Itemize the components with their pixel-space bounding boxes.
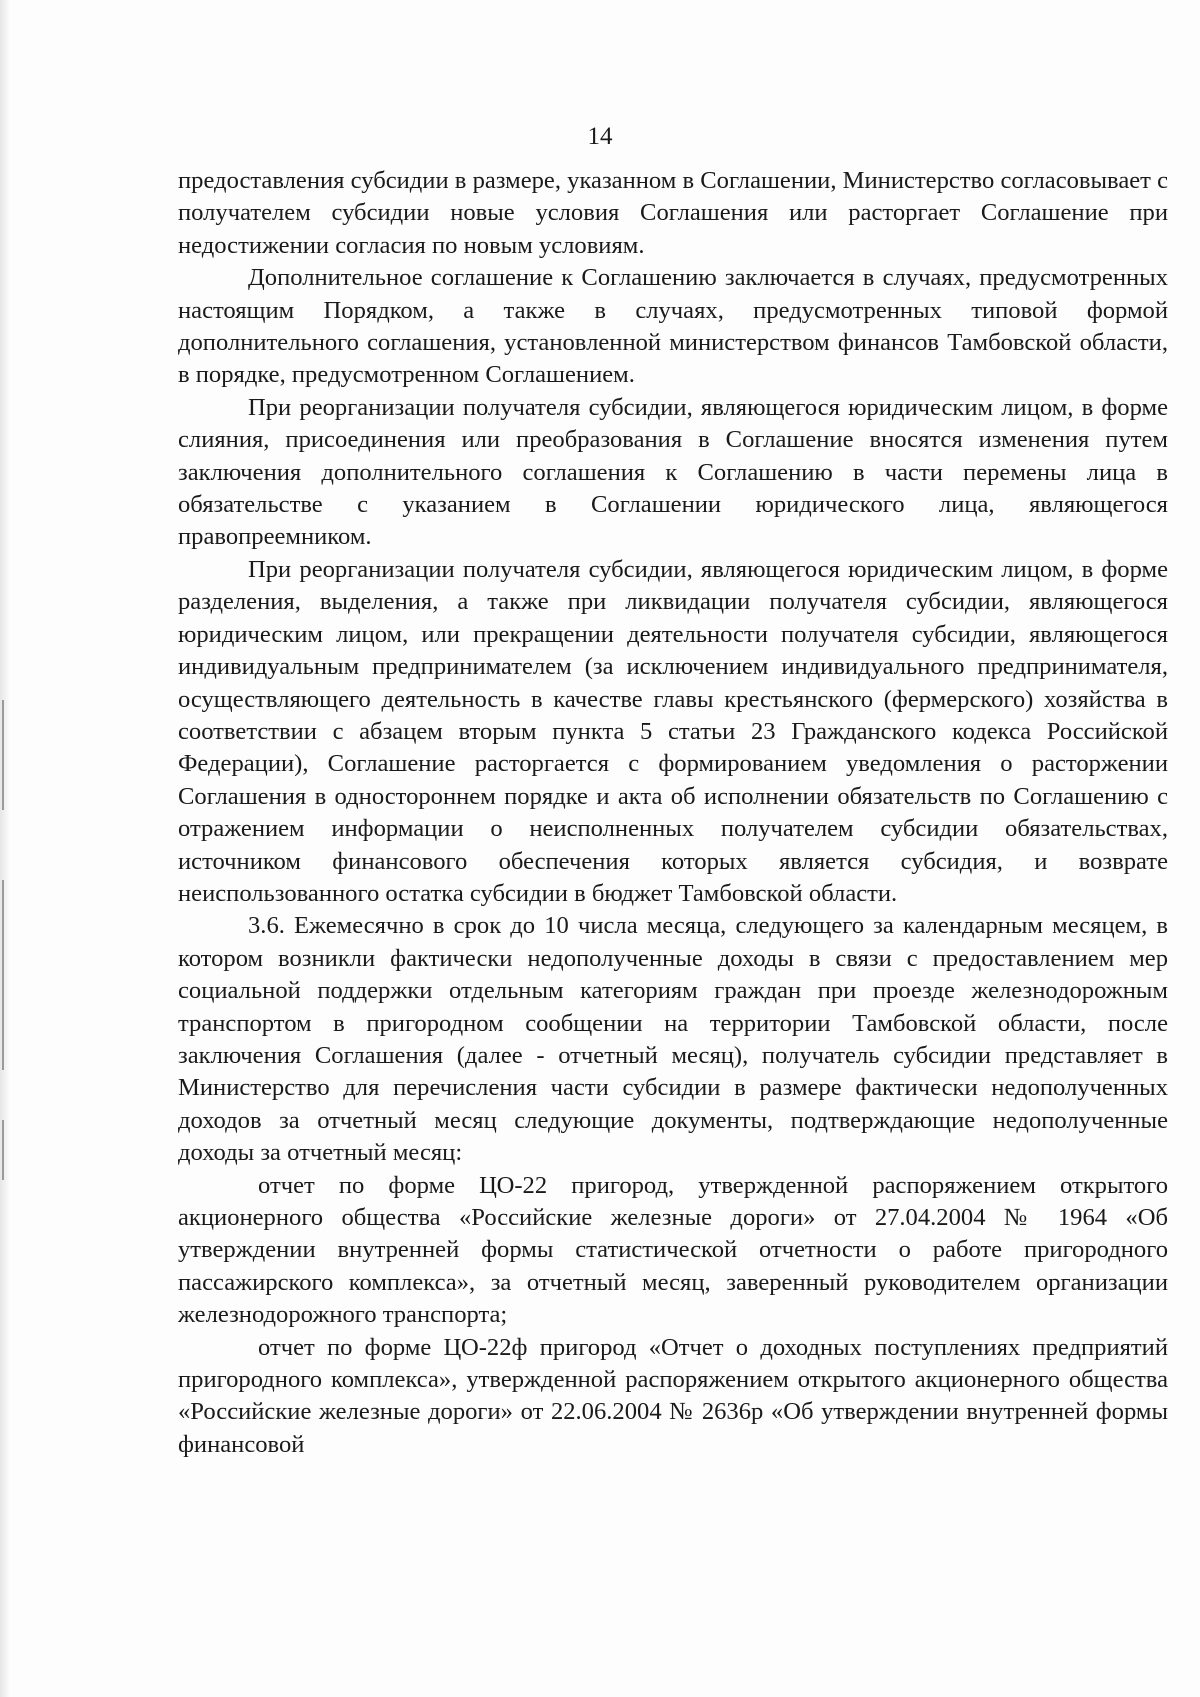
paragraph: 3.6. Ежемесячно в срок до 10 числа месяца, следующего за календарным месяцем, в котором возникли фактически недополученные доходы в связи с предоставлением мер социальной поддержки отдельным категориям граждан при проезде железнодорожным транспортом в пригородном сообщении на территории Тамбовской области, после заключения Соглашения (далее - отчетный месяц), получатель субсидии представляет в Министерство для перечисления части субсидии в размере фактически недополученных доходов за отчетный месяц следующие документы, подтверждающие недополученные доходы за отчетный месяц: bbox=[178, 912, 1168, 1167]
scan-edge bbox=[0, 0, 10, 1697]
paragraph: При реорганизации получателя субсидии, являющегося юридическим лицом, в форме слияния, присоединения или преобразования в Соглашение вносятся изменения путем заключения дополнительного соглашения к Соглашению в части перемены лица в обязательстве с указанием в Соглашении юридического лица, являющегося правопреемником. bbox=[178, 393, 1168, 551]
page-number: 14 bbox=[587, 123, 613, 150]
paragraph: При реорганизации получателя субсидии, являющегося юридическим лицом, в форме разделения, выделения, а также при ликвидации получателя субсидии, являющегося юридическим лицом, или прекращении деятельности получателя субсидии, являющегося индивидуальным предпринимателем (за исключением индивидуального предпринимателя, осуществляющего деятельность в качестве главы крестьянского (фермерского) хозяйства в соответствии с абзацем вторым пункта 5 статьи 23 Гражданского кодекса Российской Федерации), Соглашение расторгается с формированием уведомления о расторжении Соглашения в одностороннем порядке и акта об исполнении обязательств по Соглашению с отражением информации о неисполненных получателем субсидии обязательствах, источником финансового обеспечения которых является субсидия, и возврате неиспользованного остатка субсидии в бюджет Тамбовской области. bbox=[178, 555, 1168, 907]
scan-mark bbox=[2, 880, 4, 1070]
paragraph: отчет по форме ЦО-22ф пригород «Отчет о доходных поступлениях предприятий пригородного комплекса», утвержденной распоряжением открытого акционерного общества «Российские железные дороги» от 22.06.2004 № 2636р «Об утверждении внутренней формы финансовой bbox=[178, 1333, 1168, 1458]
paragraph: Дополнительное соглашение к Соглашению заключается в случаях, предусмотренных настоящим Порядком, а также в случаях, предусмотренных типовой формой дополнительного соглашения, установленной министерством финансов Тамбовской области, в порядке, предусмотренном Соглашением. bbox=[178, 264, 1168, 389]
document-body bbox=[178, 165, 1168, 1461]
scan-mark bbox=[2, 1120, 4, 1180]
scan-mark bbox=[2, 700, 4, 810]
paragraph: предоставления субсидии в размере, указанном в Соглашении, Министерство согласовывает с получателем субсидии новые условия Соглашения или расторгает Соглашение при недостижении согласия по новым условиям. bbox=[178, 167, 1168, 259]
paragraph: отчет по форме ЦО-22 пригород, утвержденной распоряжением открытого акционерного общества «Российские железные дороги» от 27.04.2004 № 1964 «Об утверждении внутренней формы статистической отчетности о работе пригородного пассажирского комплекса», за отчетный месяц, заверенный руководителем организации железнодорожного транспорта; bbox=[178, 1171, 1168, 1329]
